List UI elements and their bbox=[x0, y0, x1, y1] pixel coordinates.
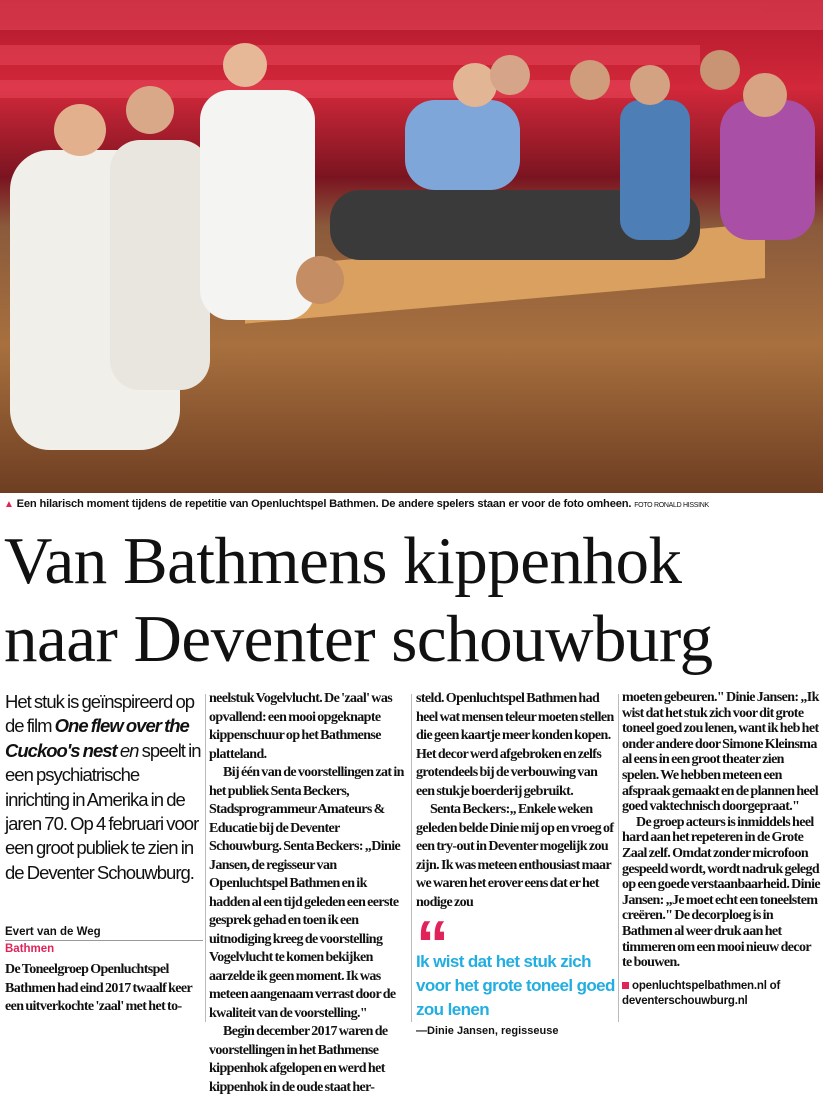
photo-credit: FOTO RONALD HISSINK bbox=[634, 502, 709, 509]
body-paragraph: Senta Beckers:„ Enkele weken geleden belde Dinie mij op en vroeg of een try-out in Deventer mogelijk zou zijn. Ik was meteen enthousiast maar we waren het erover eens dat er het nodige zou bbox=[416, 802, 614, 910]
lede bbox=[5, 690, 203, 885]
body-paragraph: De groep acteurs is inmiddels heel hard aan het repeteren in de Grote Zaal zelf. Omdat zonder microfoon gespeeld wordt, wordt nadruk gelegd op een goede verstaanbaarheid. Dinie Jansen: „Je moet echt een toneelstem creëren." De decorploeg is in Bathmen al weer druk aan het timmeren om een mooi nieuw decor te bouwen. bbox=[622, 814, 821, 971]
film-title: One flew over the Cuckoo's nest bbox=[5, 715, 189, 761]
byline-author: Evert van de Weg bbox=[5, 925, 203, 941]
quote-mark-icon: “ bbox=[416, 907, 443, 981]
triangle-icon: ▲ bbox=[4, 499, 14, 510]
lede-text: speelt in een psychiatrische inrichting in Amerika in de jaren 70. Op 4 februari voor een groot publiek te zien in de Deventer Schouwburg. bbox=[5, 739, 201, 883]
column-2 bbox=[209, 690, 408, 1097]
article-photo bbox=[0, 0, 823, 493]
related-links bbox=[622, 979, 821, 1009]
column-3 bbox=[416, 690, 615, 1038]
byline-place: Bathmen bbox=[5, 943, 55, 956]
headline bbox=[4, 522, 713, 678]
body-paragraph: Bij één van de voorstellingen zat in het publiek Senta Beckers, Stadsprogrammeur Amateurs & Educatie bij de Deventer Schouwburg. Senta Beckers: „Dinie Jansen, de regisseur van Openluchtspel Bathmen en ik hadden al een tijd geleden een eerste gesprek gehad en toen ik een uitnodiging kreeg de voorstelling Vogelvlucht te komen bekijken aarzelde ik geen moment. Ik was meteen aangenaam verrast door de kwaliteit van de voorstelling." bbox=[209, 765, 404, 1021]
body-paragraph: De Toneelgroep Openluchtspel Bathmen had eind 2017 twaalf keer een uitverkochte 'zaal' met het to- bbox=[5, 962, 192, 1015]
lede-text: en bbox=[116, 739, 139, 761]
headline-line-1: Van Bathmens kippenhok bbox=[4, 524, 682, 598]
photo-illustration bbox=[0, 0, 823, 493]
body-paragraph: neelstuk Vogelvlucht. De 'zaal' was opvallend: een mooi opgeknapte kippenschuur op het Bathmense platteland. bbox=[209, 691, 393, 762]
body-paragraph: steld. Openluchtspel Bathmen had heel wat mensen teleur moeten stellen die geen kaartje meer konden kopen. Het decor werd afgebroken en zelfs grotendeels bij de verbouwing van een stukje boerderij gebruikt. bbox=[416, 691, 614, 799]
link-openluchtspel[interactable]: openluchtspelbathmen.nl of bbox=[632, 979, 781, 992]
column-1 bbox=[5, 690, 203, 1017]
body-paragraph: moeten gebeuren." Dinie Jansen: „Ik wist dat het stuk zich voor dit grote toneel goed zou lenen, want ik heb het onder andere door Simone Kleinsma al eens in een groot theater zien spelen. We hebben meteen een afspraak gemaakt en de plannen heel goed vaktechnisch doorgepraat." bbox=[622, 690, 819, 815]
column-divider bbox=[205, 694, 206, 1022]
square-bullet-icon bbox=[622, 982, 629, 989]
lede-text: Het stuk is geïnspireerd op de film bbox=[5, 691, 195, 737]
pull-quote-source: —Dinie Jansen, regisseuse bbox=[416, 1025, 559, 1037]
body-paragraph: Begin december 2017 waren de voorstellingen in het Bathmense kippenhok afgelopen en werd het kippenhok in de oude staat her- bbox=[209, 1024, 388, 1095]
photo-caption bbox=[4, 498, 819, 510]
headline-line-2: naar Deventer schouwburg bbox=[4, 602, 713, 676]
link-schouwburg[interactable]: deventerschouwburg.nl bbox=[622, 994, 748, 1007]
column-4 bbox=[622, 690, 821, 1009]
column-divider bbox=[618, 694, 619, 1022]
caption-text: Een hilarisch moment tijdens de repetitie van Openluchtspel Bathmen. De andere spelers staan er voor de foto omheen. bbox=[16, 498, 632, 510]
column-divider bbox=[411, 694, 412, 1022]
pull-quote: Ik wist dat het stuk zich voor het grote toneel goed zou lenen bbox=[416, 952, 615, 1019]
